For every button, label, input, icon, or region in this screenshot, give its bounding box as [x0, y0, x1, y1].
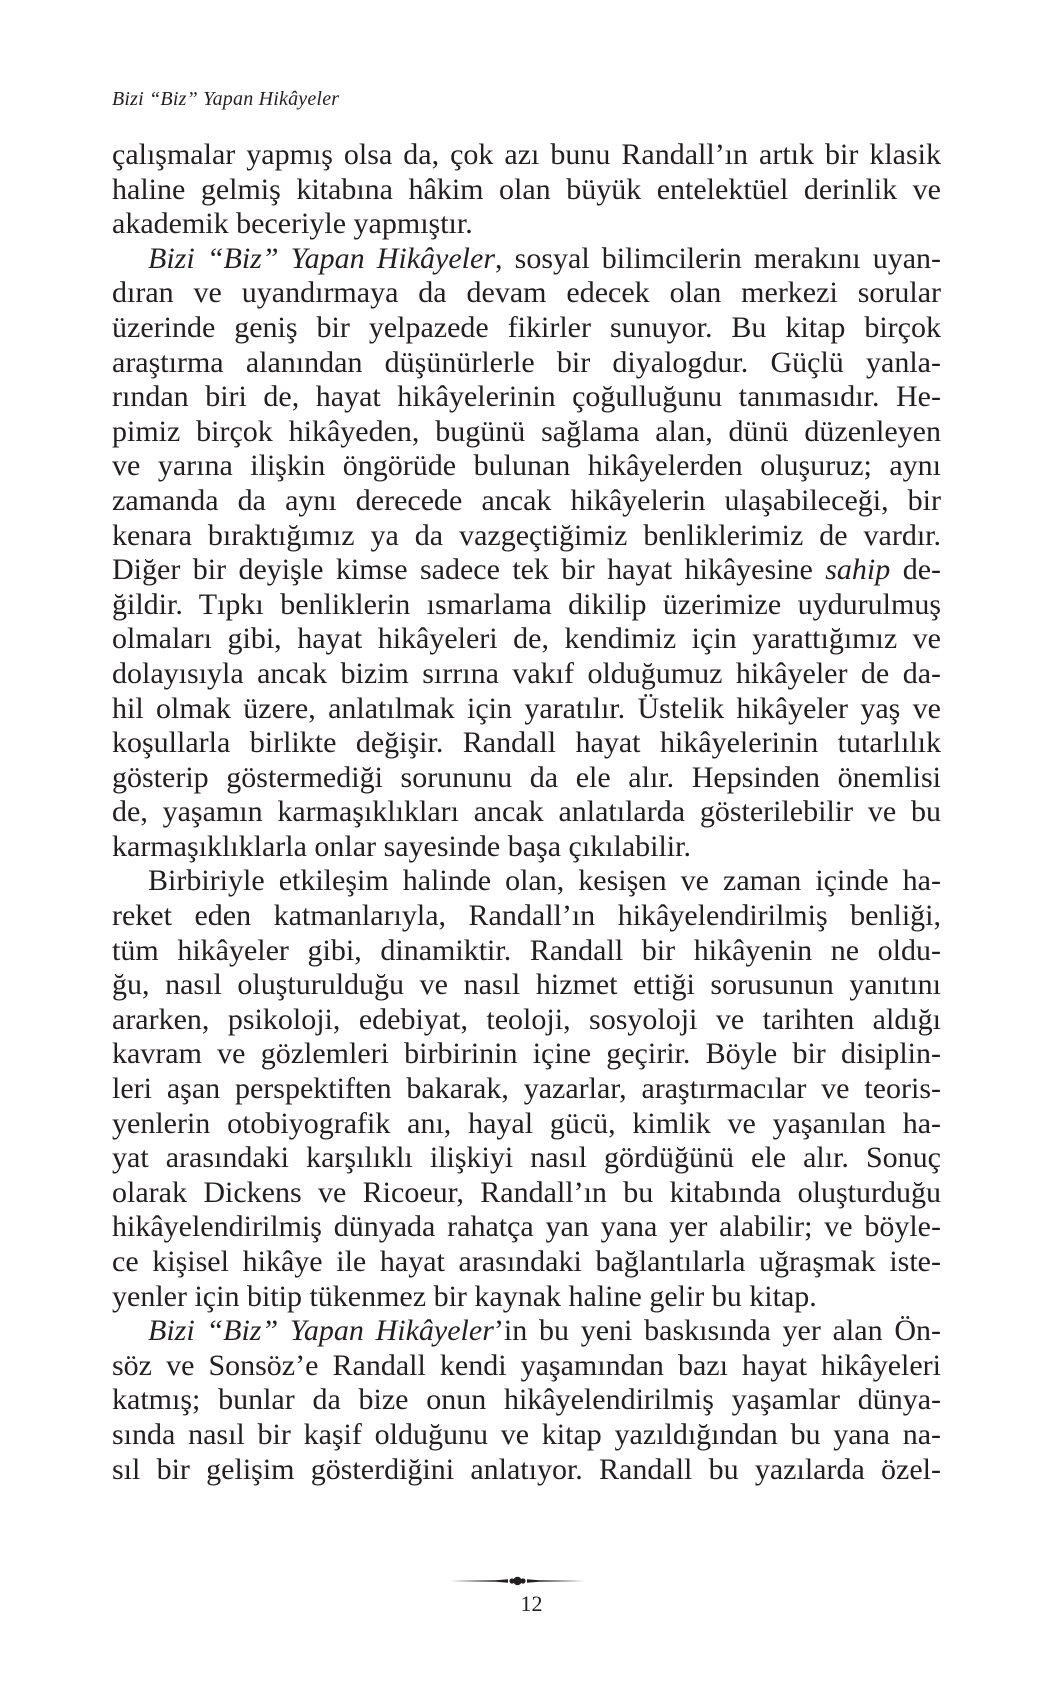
body-text — [112, 138, 941, 1487]
text-line: yat arasındaki karşılıklı ilişkiyi nasıl gördüğünü ele alır. Sonuç — [112, 1141, 941, 1175]
text-line: ve yarına ilişkin öngörüde bulunan hikâyelerden oluşuruz; aynı — [112, 449, 941, 483]
text-line: Diğer bir deyişle kimse sadece tek bir hayat hikâyesine sahip de- — [112, 553, 941, 587]
running-head: Bizi “Biz” Yapan Hikâyeler — [112, 88, 340, 110]
emphasis-italic: sahip — [825, 553, 891, 587]
text-line: ararken, psikoloji, edebiyat, teoloji, sosyoloji ve tarihten aldığı — [112, 1002, 941, 1036]
page-number: 12 — [520, 1591, 543, 1616]
text-line: ce kişisel hikâye ile hayat arasındaki bağlantılarla uğraşmak iste- — [112, 1245, 941, 1278]
text-line: olmaları gibi, hayat hikâyeleri de, kendimiz için yarattığımız ve — [112, 622, 941, 656]
text-line: leri aşan perspektiften bakarak, yazarlar, araştırmacılar ve teoris- — [112, 1072, 941, 1106]
text-line: ğu, nasıl oluşturulduğu ve nasıl hizmet ettiği sorusunun yanıtını — [112, 968, 941, 1002]
text-line: araştırma alanından düşünürlerle bir diyalogdur. Güçlü yanla- — [112, 345, 941, 379]
book-title-italic: Bizi “Biz” Yapan Hikâyeler — [148, 1314, 494, 1348]
text-line: katmış; bunlar da bize onun hikâyelendirilmiş yaşamlar dünya- — [112, 1383, 941, 1417]
text-line: reket eden katmanlarıyla, Randall’ın hikâyelendirilmiş benliği, — [112, 899, 941, 933]
text-line: yenler için bitip tükenmez bir kaynak haline gelir bu kitap. — [112, 1279, 817, 1313]
text-line: söz ve Sonsöz’e Randall kendi yaşamından bazı hayat hikâyeleri — [112, 1348, 941, 1382]
text-line: de, yaşamın karmaşıklıkları ancak anlatılarda gösterilebilir ve bu — [112, 795, 941, 829]
text-line: yenlerin otobiyografik anı, hayal gücü, kimlik ve yaşanılan ha- — [112, 1106, 941, 1140]
text-line: hil olmak üzere, anlatılmak için yaratılır. Üstelik hikâyeler yaş ve — [112, 691, 941, 725]
text-line: sında nasıl bir kaşif olduğunu ve kitap yazıldığından bu yana na- — [112, 1417, 941, 1451]
text-line: sıl bir gelişim gösterdiğini anlatıyor. Randall bu yazılarda özel- — [112, 1452, 941, 1486]
text-line: hikâyelendirilmiş dünyada rahatça yan yana yer alabilir; ve böyle- — [112, 1210, 941, 1244]
text-line: gösterip göstermediği sorununu da ele alır. Hepsinden önemlisi — [112, 760, 941, 794]
text-line: karmaşıklıklarla onlar sayesinde başa çıkılabilir. — [112, 829, 691, 863]
text-line: tüm hikâyeler gibi, dinamiktir. Randall bir hikâyenin ne oldu- — [112, 933, 941, 967]
text-line: Bizi “Biz” Yapan Hikâyeler’in bu yeni baskısında yer alan Ön- — [148, 1314, 942, 1348]
text-line: rından biri de, hayat hikâyelerinin çoğulluğunu tanımasıdır. He- — [112, 380, 941, 414]
book-title-italic: Bizi “Biz” Yapan Hikâyeler — [148, 241, 496, 275]
text-line: çalışmalar yapmış olsa da, çok azı bunu Randall’ın artık bir klasik — [112, 138, 941, 171]
text-line: zamanda da aynı derecede ancak hikâyelerin ulaşabileceği, bir — [112, 483, 941, 517]
text-line: ğildir. Tıpkı benliklerin ısmarlama dikilip üzerimize uydurulmuş — [112, 587, 941, 621]
text-line: kavram ve gözlemleri birbirinin içine geçirir. Böyle bir disiplin- — [112, 1037, 941, 1071]
text-line: kenara bıraktığımız ya da vazgeçtiğimiz benliklerimiz de vardır. — [112, 518, 941, 552]
text-line: dolayısıyla ancak bizim sırrına vakıf olduğumuz hikâyeler de da- — [112, 656, 941, 690]
text-line: haline gelmiş kitabına hâkim olan büyük entelektüel derinlik ve — [112, 172, 941, 206]
text-line: dıran ve uyandırmaya da devam edecek olan merkezi sorular — [112, 276, 941, 310]
text-line: pimiz birçok hikâyeden, bugünü sağlama alan, dünü düzenleyen — [112, 414, 941, 448]
text-line: Bizi “Biz” Yapan Hikâyeler, sosyal bilimcilerin merakını uyan- — [148, 241, 941, 275]
text-line: Birbiriyle etkileşim halinde olan, kesişen ve zaman içinde ha- — [148, 864, 941, 898]
ornament-divider-icon — [450, 1575, 585, 1587]
text-line: akademik beceriyle yapmıştır. — [112, 207, 473, 241]
text-line: olarak Dickens ve Ricoeur, Randall’ın bu kitabında oluşturduğu — [112, 1175, 941, 1209]
text-line: üzerinde geniş bir yelpazede fikirler sunuyor. Bu kitap birçok — [112, 310, 941, 344]
text-line: koşullarla birlikte değişir. Randall hayat hikâyelerinin tutarlılık — [112, 726, 941, 760]
